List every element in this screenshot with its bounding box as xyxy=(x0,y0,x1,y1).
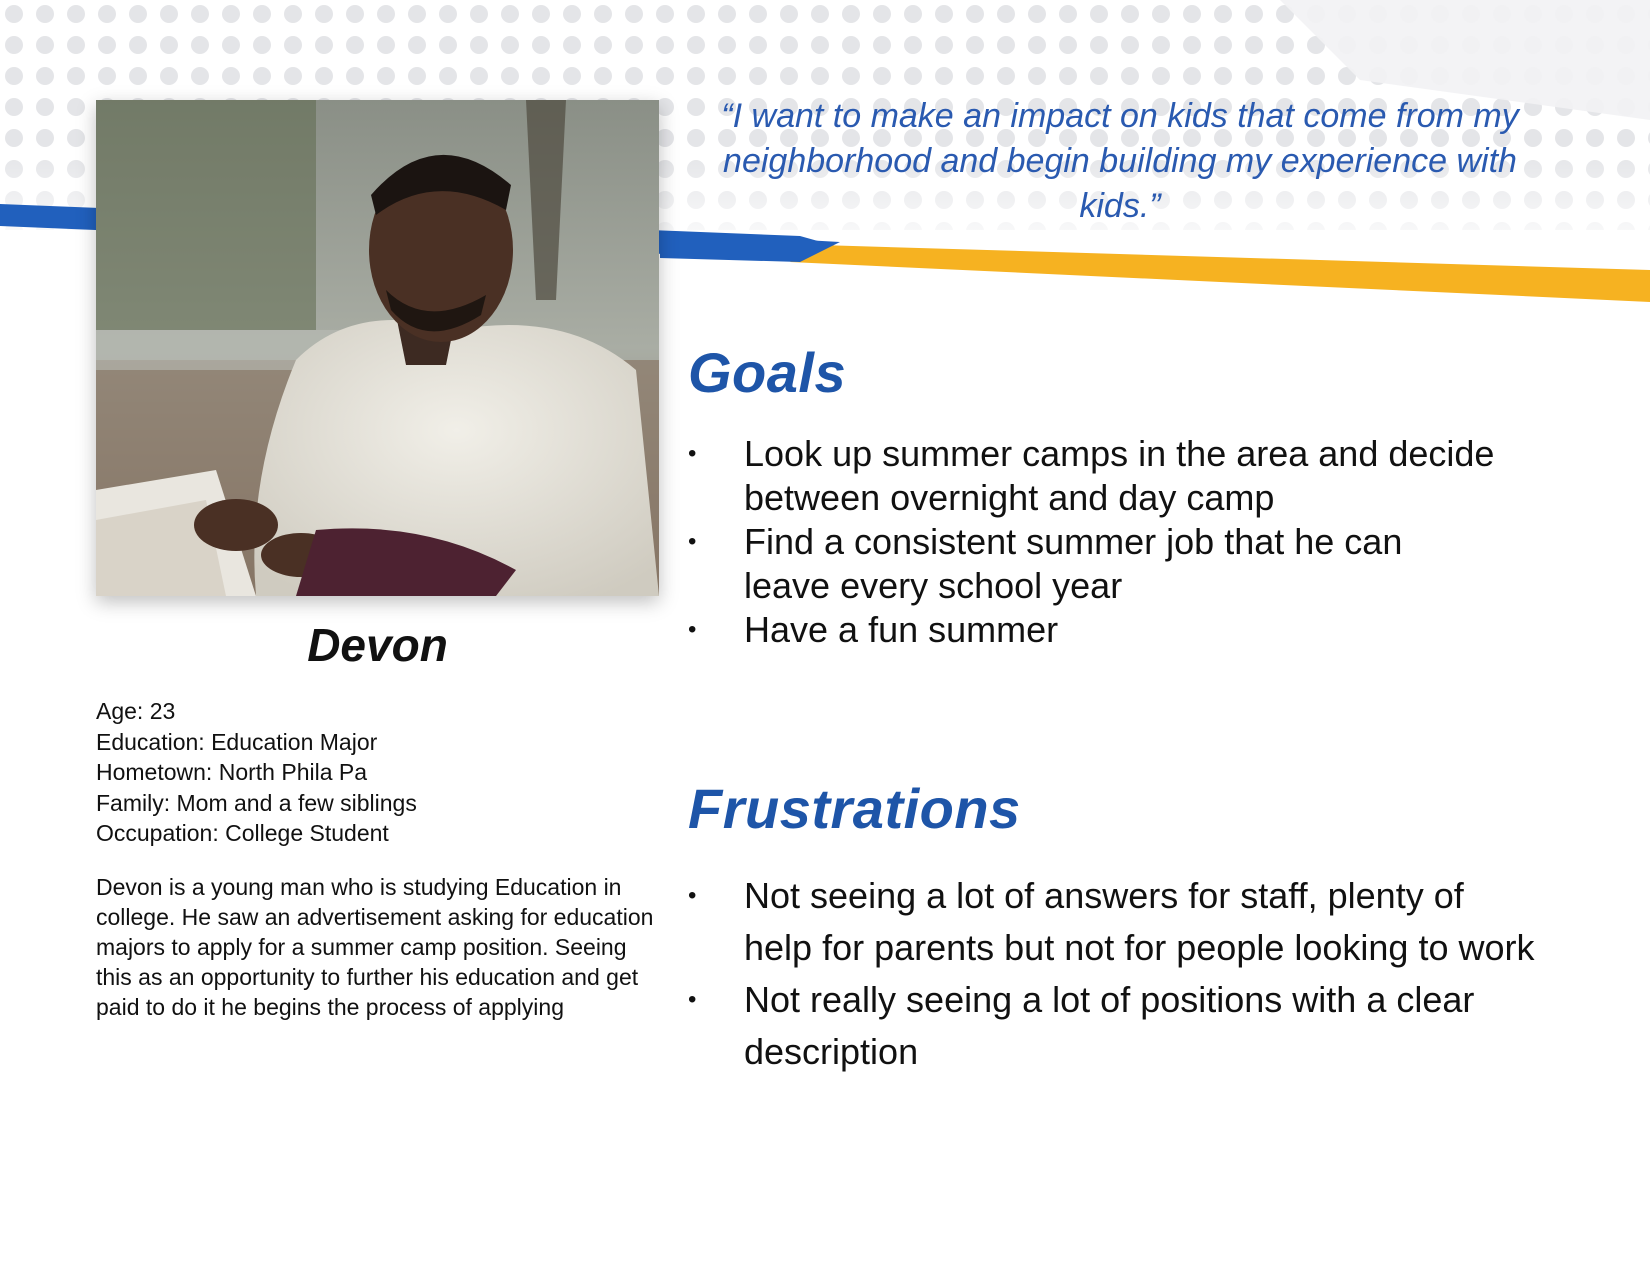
detail-education: Education: Education Major xyxy=(96,728,378,755)
persona-name: Devon xyxy=(307,619,448,671)
bullet-icon: • xyxy=(688,528,697,555)
persona-details xyxy=(96,696,656,849)
goals-list xyxy=(688,432,1498,652)
frustration-item xyxy=(688,974,1538,1078)
persona-bio: Devon is a young man who is studying Education in college. He saw an advertisement asking for education majors to apply for a summer camp position. Seeing this as an opportunity to further his education and get paid to do it he begins the process of applying xyxy=(96,874,654,1020)
persona-photo-icon xyxy=(96,100,659,596)
detail-age: Age: 23 xyxy=(96,698,176,724)
detail-hometown: Hometown: North Phila Pa xyxy=(96,759,368,785)
bullet-icon: • xyxy=(688,440,697,467)
detail-occupation: Occupation: College Student xyxy=(96,820,389,846)
frustrations-list xyxy=(688,870,1538,1078)
goal-item xyxy=(688,520,1498,608)
goals-heading: Goals xyxy=(688,341,847,404)
persona-photo xyxy=(96,100,659,596)
persona-quote: “I want to make an impact on kids that come from my neighborhood and begin building my experience with kids.” xyxy=(721,97,1519,225)
bullet-icon: • xyxy=(688,882,697,909)
frustration-text: Not really seeing a lot of positions with a clear description xyxy=(744,979,1475,1072)
bullet-icon: • xyxy=(688,616,697,643)
frustration-item xyxy=(688,870,1538,974)
frustration-text: Not seeing a lot of answers for staff, plenty of help for parents but not for people looking to work xyxy=(744,875,1535,968)
goal-item xyxy=(688,432,1498,520)
frustrations-heading: Frustrations xyxy=(688,777,1021,840)
goal-item xyxy=(688,608,1498,652)
bullet-icon: • xyxy=(688,986,697,1013)
detail-family: Family: Mom and a few siblings xyxy=(96,789,417,816)
goal-text: Find a consistent summer job that he can leave every school year xyxy=(744,521,1403,606)
goal-text: Look up summer camps in the area and decide between overnight and day camp xyxy=(744,433,1495,518)
goal-text: Have a fun summer xyxy=(744,609,1059,650)
